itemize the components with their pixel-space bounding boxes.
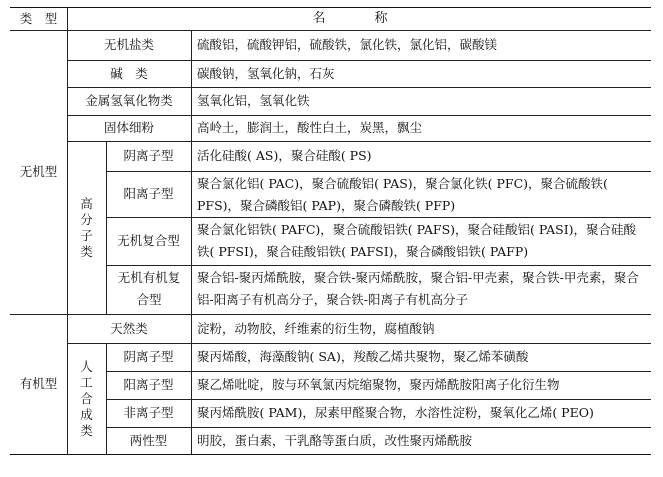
group-polymer-text: 高分子类 [80,195,93,259]
subtype-cell [106,371,191,399]
names-text: 高岭土，膨润土，酸性白土，炭黑，飘尘 [197,120,423,135]
subtype-text: 阳离子型 [123,186,174,201]
names-cell [197,343,647,371]
subtype-text: 碱 类 [110,65,148,81]
group-synthetic-text: 人工合成类 [80,358,93,438]
subtype-text: 非离子型 [123,405,174,420]
header-name [67,8,651,30]
group-inorganic [10,30,67,314]
subtype-text: 天然类 [110,320,148,336]
names-text: 聚丙烯酸，海藻酸钠( SA)，羧酸乙烯共聚物，聚乙烯苯磺酸 [197,349,529,364]
group-organic-text: 有机型 [19,376,58,391]
subtype-text: 无机有机复合型 [117,270,181,307]
names-cell [197,30,647,60]
flocculant-classification-table [10,7,651,455]
subtype-cell [106,399,191,427]
names-text: 聚合铝-聚丙烯酰胺，聚合铁-聚丙烯酰胺，聚合铝-甲壳素，聚合铁-甲壳素，聚合铝-阳离子有机高分子，聚合铁-阳离子有机高分子 [197,270,639,307]
names-text: 活化硅酸( AS)，聚合硅酸( PS) [197,148,372,163]
group-synthetic [67,343,106,454]
names-text: 淀粉，动物胶，纤维素的衍生物，腐植酸钠 [197,320,435,336]
subtype-cell [106,343,191,371]
names-cell [197,314,647,343]
subtype-text: 两性型 [129,432,168,448]
subtype-cell [67,314,191,343]
names-text: 氢氧化铝，氢氧化铁 [197,93,310,108]
names-cell [197,87,647,115]
names-cell [197,371,647,399]
names-cell [197,141,647,171]
subtype-text: 固体细粉 [103,120,154,135]
names-cell [197,265,645,316]
subtype-text: 金属氢氧化物类 [85,93,173,108]
names-cell [197,399,647,427]
header-type [10,8,67,30]
subtype-cell [106,427,191,454]
subtype-cell [106,141,191,171]
names-text: 聚合氯化铝铁( PAFC)，聚合硫酸铝铁( PAFS)，聚合硅酸铝( PASI)，聚合硅酸铁( PFSI)，聚合硅酸铝铁( PAFSI)，聚合磷酸铝铁( PAFP) [197,222,637,259]
names-text: 碳酸钠，氢氧化钠，石灰 [197,65,335,81]
names-text: 聚乙烯吡啶，胺与环氧氯丙烷缩聚物，聚丙烯酰胺阳离子化衍生物 [197,377,560,392]
subtype-cell [67,30,191,60]
names-cell [197,171,645,219]
names-text: 明胶，蛋白素，干乳酪等蛋白质，改性聚丙烯酰胺 [197,432,473,448]
names-cell [197,427,647,454]
subtype-cell [67,115,191,141]
subtype-cell [106,217,191,265]
names-cell [197,115,647,141]
group-polymer [67,141,106,314]
subtype-cell [114,265,184,316]
header-type-text: 类 型 [19,11,58,26]
names-text: 聚丙烯酰胺( PAM)，尿素甲醛聚合物，水溶性淀粉，聚氧化乙烯( PEO) [197,405,594,420]
names-cell [197,217,645,267]
subtype-text: 阴离子型 [123,148,174,163]
group-organic [10,314,67,454]
subtype-text: 无机盐类 [103,37,154,52]
subtype-cell [106,171,191,217]
names-cell [197,60,647,87]
subtype-text: 阴离子型 [123,349,174,364]
group-inorganic-text: 无机型 [19,164,58,179]
col-rule-3 [191,30,192,454]
names-text: 聚合氯化铝( PAC)，聚合硫酸铝( PAS)，聚合氯化铁( PFC)，聚合硫酸铁( PFS)，聚合磷酸铝( PAP)，聚合磷酸铁( PFP) [197,176,608,213]
names-text: 硫酸铝，硫酸钾铝，硫酸铁，氯化铁，氯化铝，碳酸镁 [197,37,498,52]
subtype-text: 无机复合型 [117,233,180,248]
header-name-text: 名 称 [312,11,406,26]
subtype-cell [67,60,191,87]
subtype-cell [67,87,191,115]
subtype-text: 阳离子型 [123,377,174,392]
